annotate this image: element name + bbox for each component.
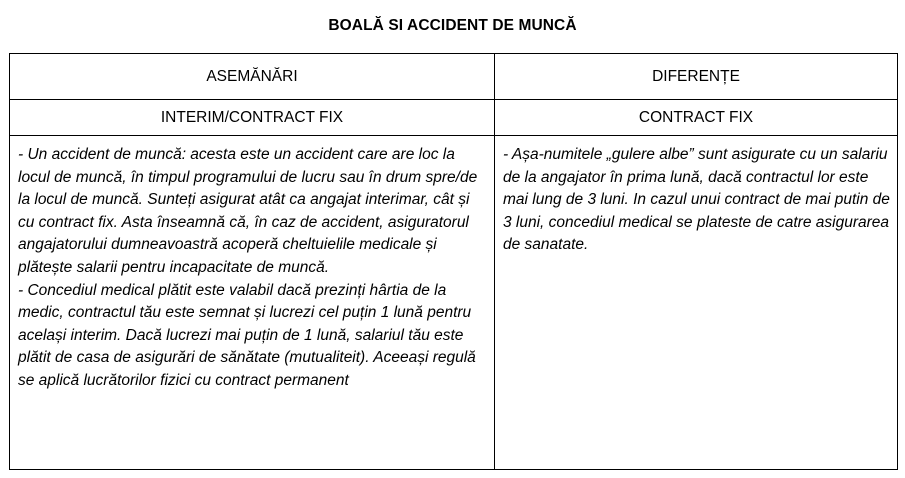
document-title: BOALĂ SI ACCIDENT DE MUNCĂ <box>328 17 577 34</box>
subheader-interim-contract-fix: INTERIM/CONTRACT FIX <box>10 100 495 136</box>
similarities-cell <box>10 136 495 470</box>
header-differences: DIFERENȚE <box>495 54 898 100</box>
paragraph-medical-leave: - Concediul medical plătit este valabil dacă prezinți hârtia de la medic, contractul tău este semnat și lucrezi cel puțin 1 lună pentru același interim. Dacă lucrezi mai puțin de 1 lună, salariul tău este plătit de casa de asigurări de sănătate (mutualiteit). Aceeași regulă se aplică lucrătorilor fizici cu contract permanent <box>18 281 476 389</box>
content-row <box>10 136 898 470</box>
differences-cell <box>495 136 898 470</box>
paragraph-white-collars: - Așa-numitele „gulere albe” sunt asigurate cu un salariu de la angajator în prima lună, dacă contractul lor este mai lung de 3 luni. In cazul unui contract de mai putin de 3 luni, concediul medical se plateste de catre asigurarea de sanatate. <box>503 146 890 254</box>
subheader-contract-fix: CONTRACT FIX <box>495 100 898 136</box>
header-row <box>10 54 898 100</box>
comparison-table <box>9 53 898 470</box>
header-similarities: ASEMĂNĂRI <box>10 54 495 100</box>
subheader-row <box>10 100 898 136</box>
paragraph-work-accident: - Un accident de muncă: acesta este un accident care are loc la locul de muncă, în timpul programului de lucru sau în drum spre/de la locul de muncă. Sunteți asigurat atât ca angajat interimar, cât și cu contract fix. Asta înseamnă că, în caz de accident, asiguratorul angajatorului dumneavoastră acoperă cheltuielile medicale și plătește salarii pentru incapacitate de muncă. <box>18 146 478 276</box>
